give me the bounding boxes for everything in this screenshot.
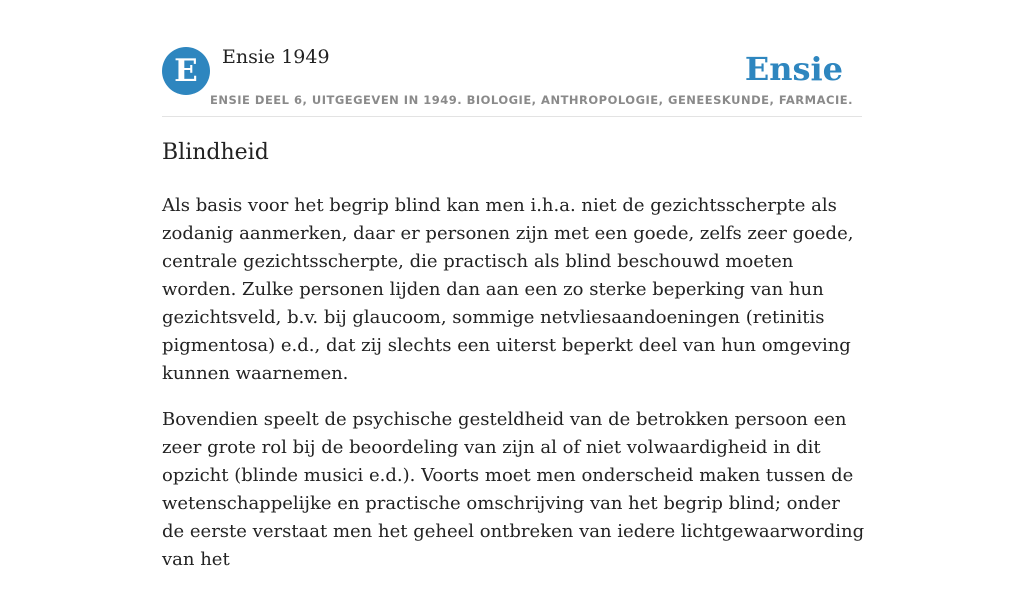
site-header	[162, 40, 862, 117]
article-paragraph: Als basis voor het begrip blind kan men i.h.a. niet de gezichtsscherpte als zodanig aanmerken, daar er personen zijn met een goede, zelfs zeer goede, centrale gezichtsscherpte, die practisch als blind beschouwd moeten worden. Zulke personen lijden dan aan een zo sterke beperking van hun gezichtsveld, b.v. bij glaucoom, sommige netvliesaandoeningen (retinitis pigmentosa) e.d., dat zij slechts een uiterst beperkt deel van hun omgeving kunnen waarnemen.	[162, 195, 854, 384]
article-paragraph: Bovendien speelt de psychische gesteldheid van de betrokken persoon een zeer grote rol bij de beoordeling van zijn al of niet volwaardigheid in dit opzicht (blinde musici e.d.). Voorts moet men onderscheid maken tussen de wetenschappelijke en practische omschrijving van het begrip blind; onder de eerste verstaat men het geheel ontbreken van iedere lichtgewaarwording van het	[162, 409, 865, 570]
article-title: Blindheid	[162, 140, 269, 165]
edition-subtitle: ENSIE DEEL 6, UITGEGEVEN IN 1949. BIOLOGIE, ANTHROPOLOGIE, GENEESKUNDE, FARMACIE.	[210, 93, 853, 107]
brand-link[interactable]: Ensie	[744, 50, 843, 88]
article-body	[162, 192, 866, 592]
logo-icon[interactable]: E	[162, 47, 210, 95]
site-name[interactable]: Ensie 1949	[222, 46, 330, 68]
